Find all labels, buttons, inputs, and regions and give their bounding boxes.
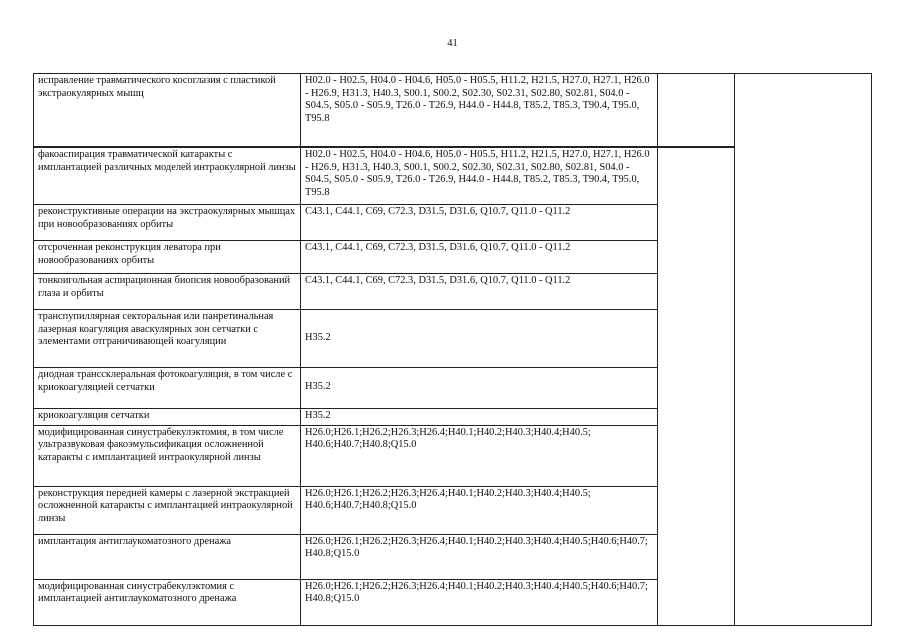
procedure-cell: транспупиллярная секторальная или панретинальная лазерная коагуляция аваскулярных зон сетчатки с элементами отграничивающей коагуляции	[34, 310, 301, 368]
procedures-table	[33, 73, 872, 626]
procedure-cell: исправление травматического косоглазия с пластикой экстраокулярных мышц	[34, 74, 301, 148]
codes-cell: H35.2	[301, 310, 658, 368]
empty-cell	[658, 74, 735, 148]
procedure-cell: имплантация антиглаукоматозного дренажа	[34, 534, 301, 579]
codes-cell: H35.2	[301, 368, 658, 409]
procedure-cell: отсроченная реконструкция леватора при новообразованиях орбиты	[34, 241, 301, 274]
page-number: 41	[447, 38, 458, 49]
table-row	[34, 74, 872, 148]
procedure-cell: реконструктивные операции на экстраокулярных мышцах при новообразованиях орбиты	[34, 205, 301, 241]
codes-cell: H35.2	[301, 409, 658, 426]
codes-cell: H26.0;H26.1;H26.2;H26.3;H26.4;H40.1;H40.2;H40.3;H40.4;H40.5; H40.6;H40.7;H40.8;Q15.0	[301, 486, 658, 534]
procedure-cell: модифицированная синустрабекулэктомия с имплантацией антиглаукоматозного дренажа	[34, 579, 301, 625]
codes-cell: H02.0 - H02.5, H04.0 - H04.6, H05.0 - H05.5, H11.2, H21.5, H27.0, H27.1, H26.0 - H26.9, H31.3, H40.3, S00.1, S00.2, S02.30, S02.31, S02.80, S02.81, S04.0 - S04.5, S05.0 - S05.9, T26.0 - T26.9, H44.0 - H44.8, T85.2, T85.3, T90.4, T95.0, T95.8	[301, 74, 658, 148]
empty-cell	[658, 147, 735, 625]
codes-cell: C43.1, C44.1, C69, C72.3, D31.5, D31.6, Q10.7, Q11.0 - Q11.2	[301, 274, 658, 310]
codes-cell: C43.1, C44.1, C69, C72.3, D31.5, D31.6, Q10.7, Q11.0 - Q11.2	[301, 205, 658, 241]
codes-cell: H26.0;H26.1;H26.2;H26.3;H26.4;H40.1;H40.2;H40.3;H40.4;H40.5; H40.6;H40.7;H40.8;Q15.0	[301, 425, 658, 486]
codes-cell: H26.0;H26.1;H26.2;H26.3;H26.4;H40.1;H40.2;H40.3;H40.4;H40.5;H40.6;H40.7;H40.8;Q15.0	[301, 534, 658, 579]
procedure-cell: факоаспирация травматической катаракты с имплантацией различных моделей интраокулярной линзы	[34, 147, 301, 205]
procedure-cell: реконструкция передней камеры с лазерной экстракцией осложненной катаракты с имплантацией интраокулярной линзы	[34, 486, 301, 534]
codes-cell: H02.0 - H02.5, H04.0 - H04.6, H05.0 - H05.5, H11.2, H21.5, H27.0, H27.1, H26.0 - H26.9, H31.3, H40.3, S00.1, S00.2, S02.30, S02.31, S02.80, S02.81, S04.0 - S04.5, S05.0 - S05.9, T26.0 - T26.9, H44.0 - H44.8, T85.2, T85.3, T90.4, T95.0, T95.8	[301, 147, 658, 205]
procedure-cell: диодная транссклеральная фотокоагуляция, в том числе с криокоагуляцией сетчатки	[34, 368, 301, 409]
empty-cell	[735, 74, 872, 626]
procedure-cell: тонкоигольная аспирационная биопсия новообразований глаза и орбиты	[34, 274, 301, 310]
procedure-cell: криокоагуляция сетчатки	[34, 409, 301, 426]
codes-cell: C43.1, C44.1, C69, C72.3, D31.5, D31.6, Q10.7, Q11.0 - Q11.2	[301, 241, 658, 274]
codes-cell: H26.0;H26.1;H26.2;H26.3;H26.4;H40.1;H40.2;H40.3;H40.4;H40.5;H40.6;H40.7;H40.8;Q15.0	[301, 579, 658, 625]
procedure-cell: модифицированная синустрабекулэктомия, в том числе ультразвуковая факоэмульсификация осложненной катаракты с имплантацией интраокулярной линзы	[34, 425, 301, 486]
